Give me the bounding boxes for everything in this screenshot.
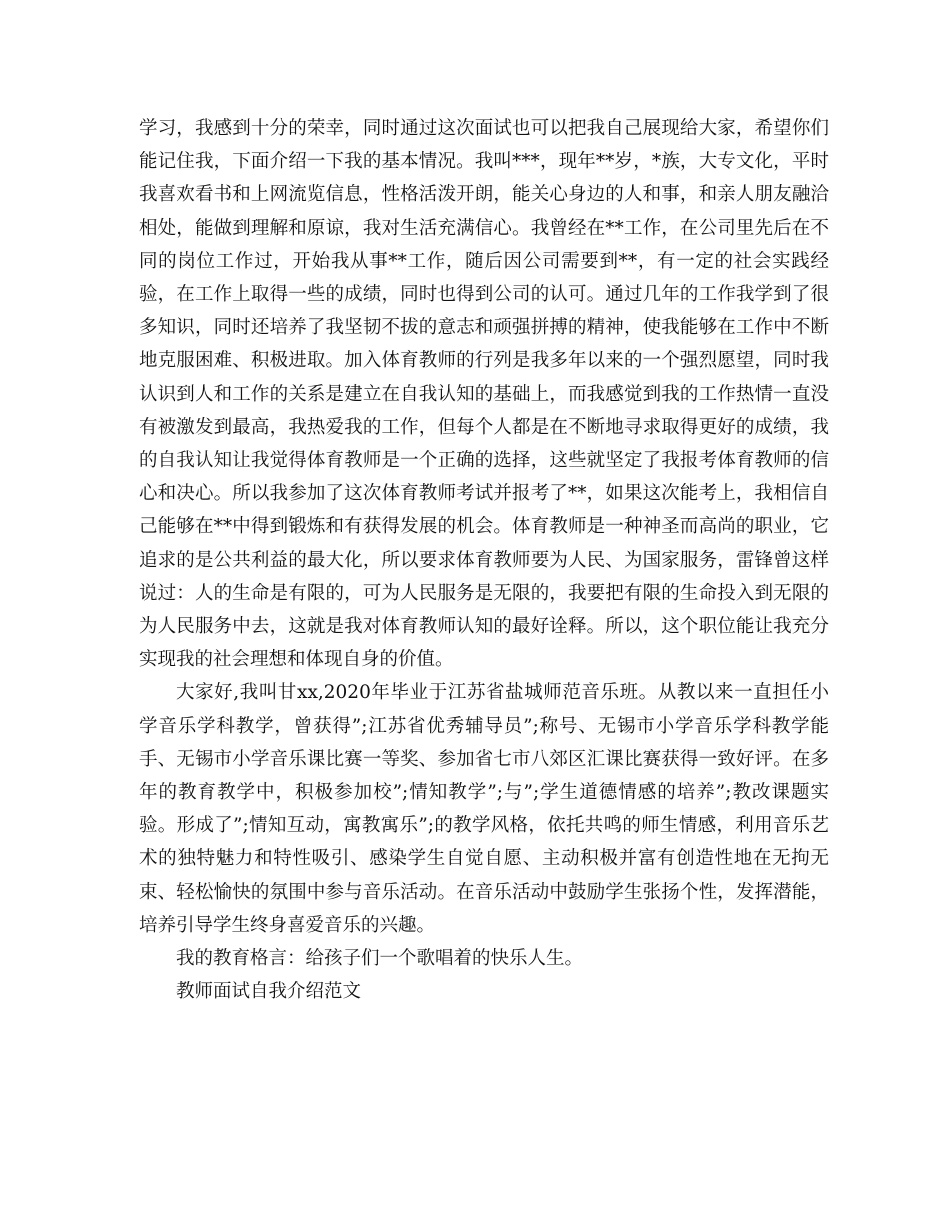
document-body bbox=[139, 112, 829, 1008]
paragraph-section-heading: 教师面试自我介绍范文 bbox=[176, 981, 362, 1003]
paragraph-education-motto: 我的教育格言：给孩子们一个歌唱着的快乐人生。 bbox=[176, 948, 584, 970]
paragraph-self-introduction-music-teacher: 大家好,我叫甘xx,2020年毕业于江苏省盐城师范音乐班。从教以来一直担任小学音乐学科教学，曾获得”;江苏省优秀辅导员”;称号、无锡市小学音乐学科教学能手、无锡市小学音乐课比赛一等奖、参加省七市八郊区汇课比赛获得一致好评。在多年的教育教学中，积极参加校”;情知教学”;与”;学生道德情感的培养”;教改课题实验。形成了”;情知互动，寓教寓乐”;的教学风格，依托共鸣的师生情感，利用音乐艺术的独特魅力和特性吸引、感染学生自觉自愿、主动积极并富有创造性地在无拘无束、轻松愉快的氛围中参与音乐活动。在音乐活动中鼓励学生张扬个性，发挥潜能，培养引导学生终身喜爱音乐的兴趣。 bbox=[139, 682, 829, 936]
paragraph-self-introduction-pe-teacher: 学习，我感到十分的荣幸，同时通过这次面试也可以把我自己展现给大家，希望你们能记住我，下面介绍一下我的基本情况。我叫***，现年**岁，*族，大专文化，平时我喜欢看书和上网流览信息，性格活泼开朗，能关心身边的人和事，和亲人朋友融洽相处，能做到理解和原谅，我对生活充满信心。我曾经在**工作，在公司里先后在不同的岗位工作过，开始我从事**工作，随后因公司需要到**，有一定的社会实践经验，在工作上取得一些的成绩，同时也得到公司的认可。通过几年的工作我学到了很多知识，同时还培养了我坚韧不拔的意志和顽强拼搏的精神，使我能够在工作中不断地克服困难、积极进取。加入体育教师的行列是我多年以来的一个强烈愿望，同时我认识到人和工作的关系是建立在自我认知的基础上，而我感觉到我的工作热情一直没有被激发到最高，我热爱我的工作，但每个人都是在不断地寻求取得更好的成绩，我的自我认知让我觉得体育教师是一个正确的选择，这些就坚定了我报考体育教师的信心和决心。所以我参加了这次体育教师考试并报考了**，如果这次能考上，我相信自己能够在**中得到锻炼和有获得发展的机会。体育教师是一种神圣而高尚的职业，它追求的是公共利益的最大化，所以要求体育教师要为人民、为国家服务，雷锋曾这样说过：人的生命是有限的，可为人民服务是无限的，我要把有限的生命投入到无限的为人民服务中去，这就是我对体育教师认知的最好诠释。所以，这个职位能让我充分实现我的社会理想和体现自身的价值。 bbox=[139, 118, 829, 671]
